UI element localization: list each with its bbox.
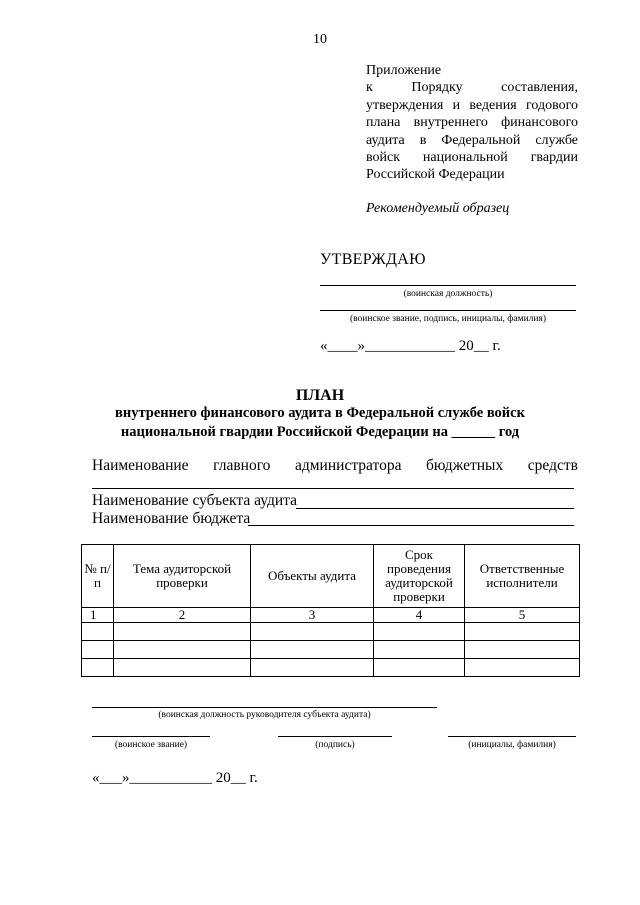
table-cell — [465, 641, 580, 659]
table-row — [82, 641, 580, 659]
column-number: 1 — [82, 608, 114, 623]
rank-caption: (воинское звание, подпись, инициалы, фамилия) — [349, 314, 547, 324]
appendix-line: плана внутреннего финансового — [366, 115, 578, 131]
subject-field-line — [296, 508, 574, 509]
table-cell — [251, 623, 374, 641]
appendix-line: войск национальной гвардии — [366, 150, 578, 166]
name-caption: (инициалы, фамилия) — [468, 740, 556, 750]
table-cell — [82, 641, 114, 659]
column-header: Ответственные исполнители — [465, 545, 580, 608]
table-cell — [251, 641, 374, 659]
table-row — [82, 659, 580, 677]
plan-subtitle-line2: национальной гвардии Российской Федерации на ______ год — [120, 424, 520, 440]
table-cell — [114, 623, 251, 641]
table-cell — [114, 659, 251, 677]
table-cell — [374, 623, 465, 641]
subject-field-label: Наименование субъекта аудита — [92, 492, 297, 509]
column-header: Тема аудиторской проверки — [114, 545, 251, 608]
plan-title: ПЛАН — [295, 387, 345, 404]
plan-subtitle-line1: внутреннего финансового аудита в Федеральной службе войск — [115, 405, 525, 421]
approval-date-line: «____»____________ 20__ г. — [320, 338, 501, 354]
rank-sign-caption: (воинское звание) — [114, 740, 188, 750]
column-number: 4 — [374, 608, 465, 623]
table-cell — [374, 641, 465, 659]
signature-caption: (подпись) — [315, 740, 355, 750]
column-number: 3 — [251, 608, 374, 623]
table-cell — [374, 659, 465, 677]
head-position-line — [92, 707, 437, 708]
admin-field-line — [92, 488, 574, 489]
appendix-block — [366, 62, 578, 184]
column-header: Объекты аудита — [251, 545, 374, 608]
plan-table — [81, 544, 580, 677]
rank-line — [320, 310, 576, 311]
appendix-line: аудита в Федеральной службе — [366, 132, 578, 148]
column-number-row — [82, 608, 580, 623]
position-caption: (воинская должность) — [403, 289, 493, 299]
column-header: Срок проведения аудиторской проверки — [374, 545, 465, 608]
table-cell — [465, 623, 580, 641]
approval-title: УТВЕРЖДАЮ — [320, 251, 426, 268]
table-cell — [114, 641, 251, 659]
table-cell — [251, 659, 374, 677]
budget-field-label: Наименование бюджета — [92, 510, 251, 527]
admin-field-label: Наименование главного администратора бюджетных средств — [92, 457, 578, 474]
recommended-sample-label: Рекомендуемый образец — [366, 201, 510, 216]
table-header-row — [82, 545, 580, 608]
appendix-title: Приложение — [366, 63, 442, 78]
table-cell — [82, 623, 114, 641]
name-line — [448, 736, 576, 737]
table-cell — [465, 659, 580, 677]
page-number: 10 — [313, 32, 327, 47]
appendix-line: утверждения и ведения годового — [366, 97, 578, 113]
plan-subtitle — [0, 404, 640, 442]
column-number: 2 — [114, 608, 251, 623]
head-position-caption: (воинская должность руководителя субъекта аудита) — [158, 710, 371, 720]
table-row — [82, 623, 580, 641]
column-number: 5 — [465, 608, 580, 623]
position-line — [320, 285, 576, 286]
appendix-line: Российской Федерации — [366, 167, 505, 183]
signature-date-line: «___»___________ 20__ г. — [92, 770, 258, 786]
table-cell — [82, 659, 114, 677]
column-header: № п/п — [82, 545, 114, 608]
rank-sign-line — [92, 736, 210, 737]
budget-field-line — [248, 525, 574, 526]
appendix-line: к Порядку составления, — [366, 80, 578, 96]
signature-line — [278, 736, 392, 737]
